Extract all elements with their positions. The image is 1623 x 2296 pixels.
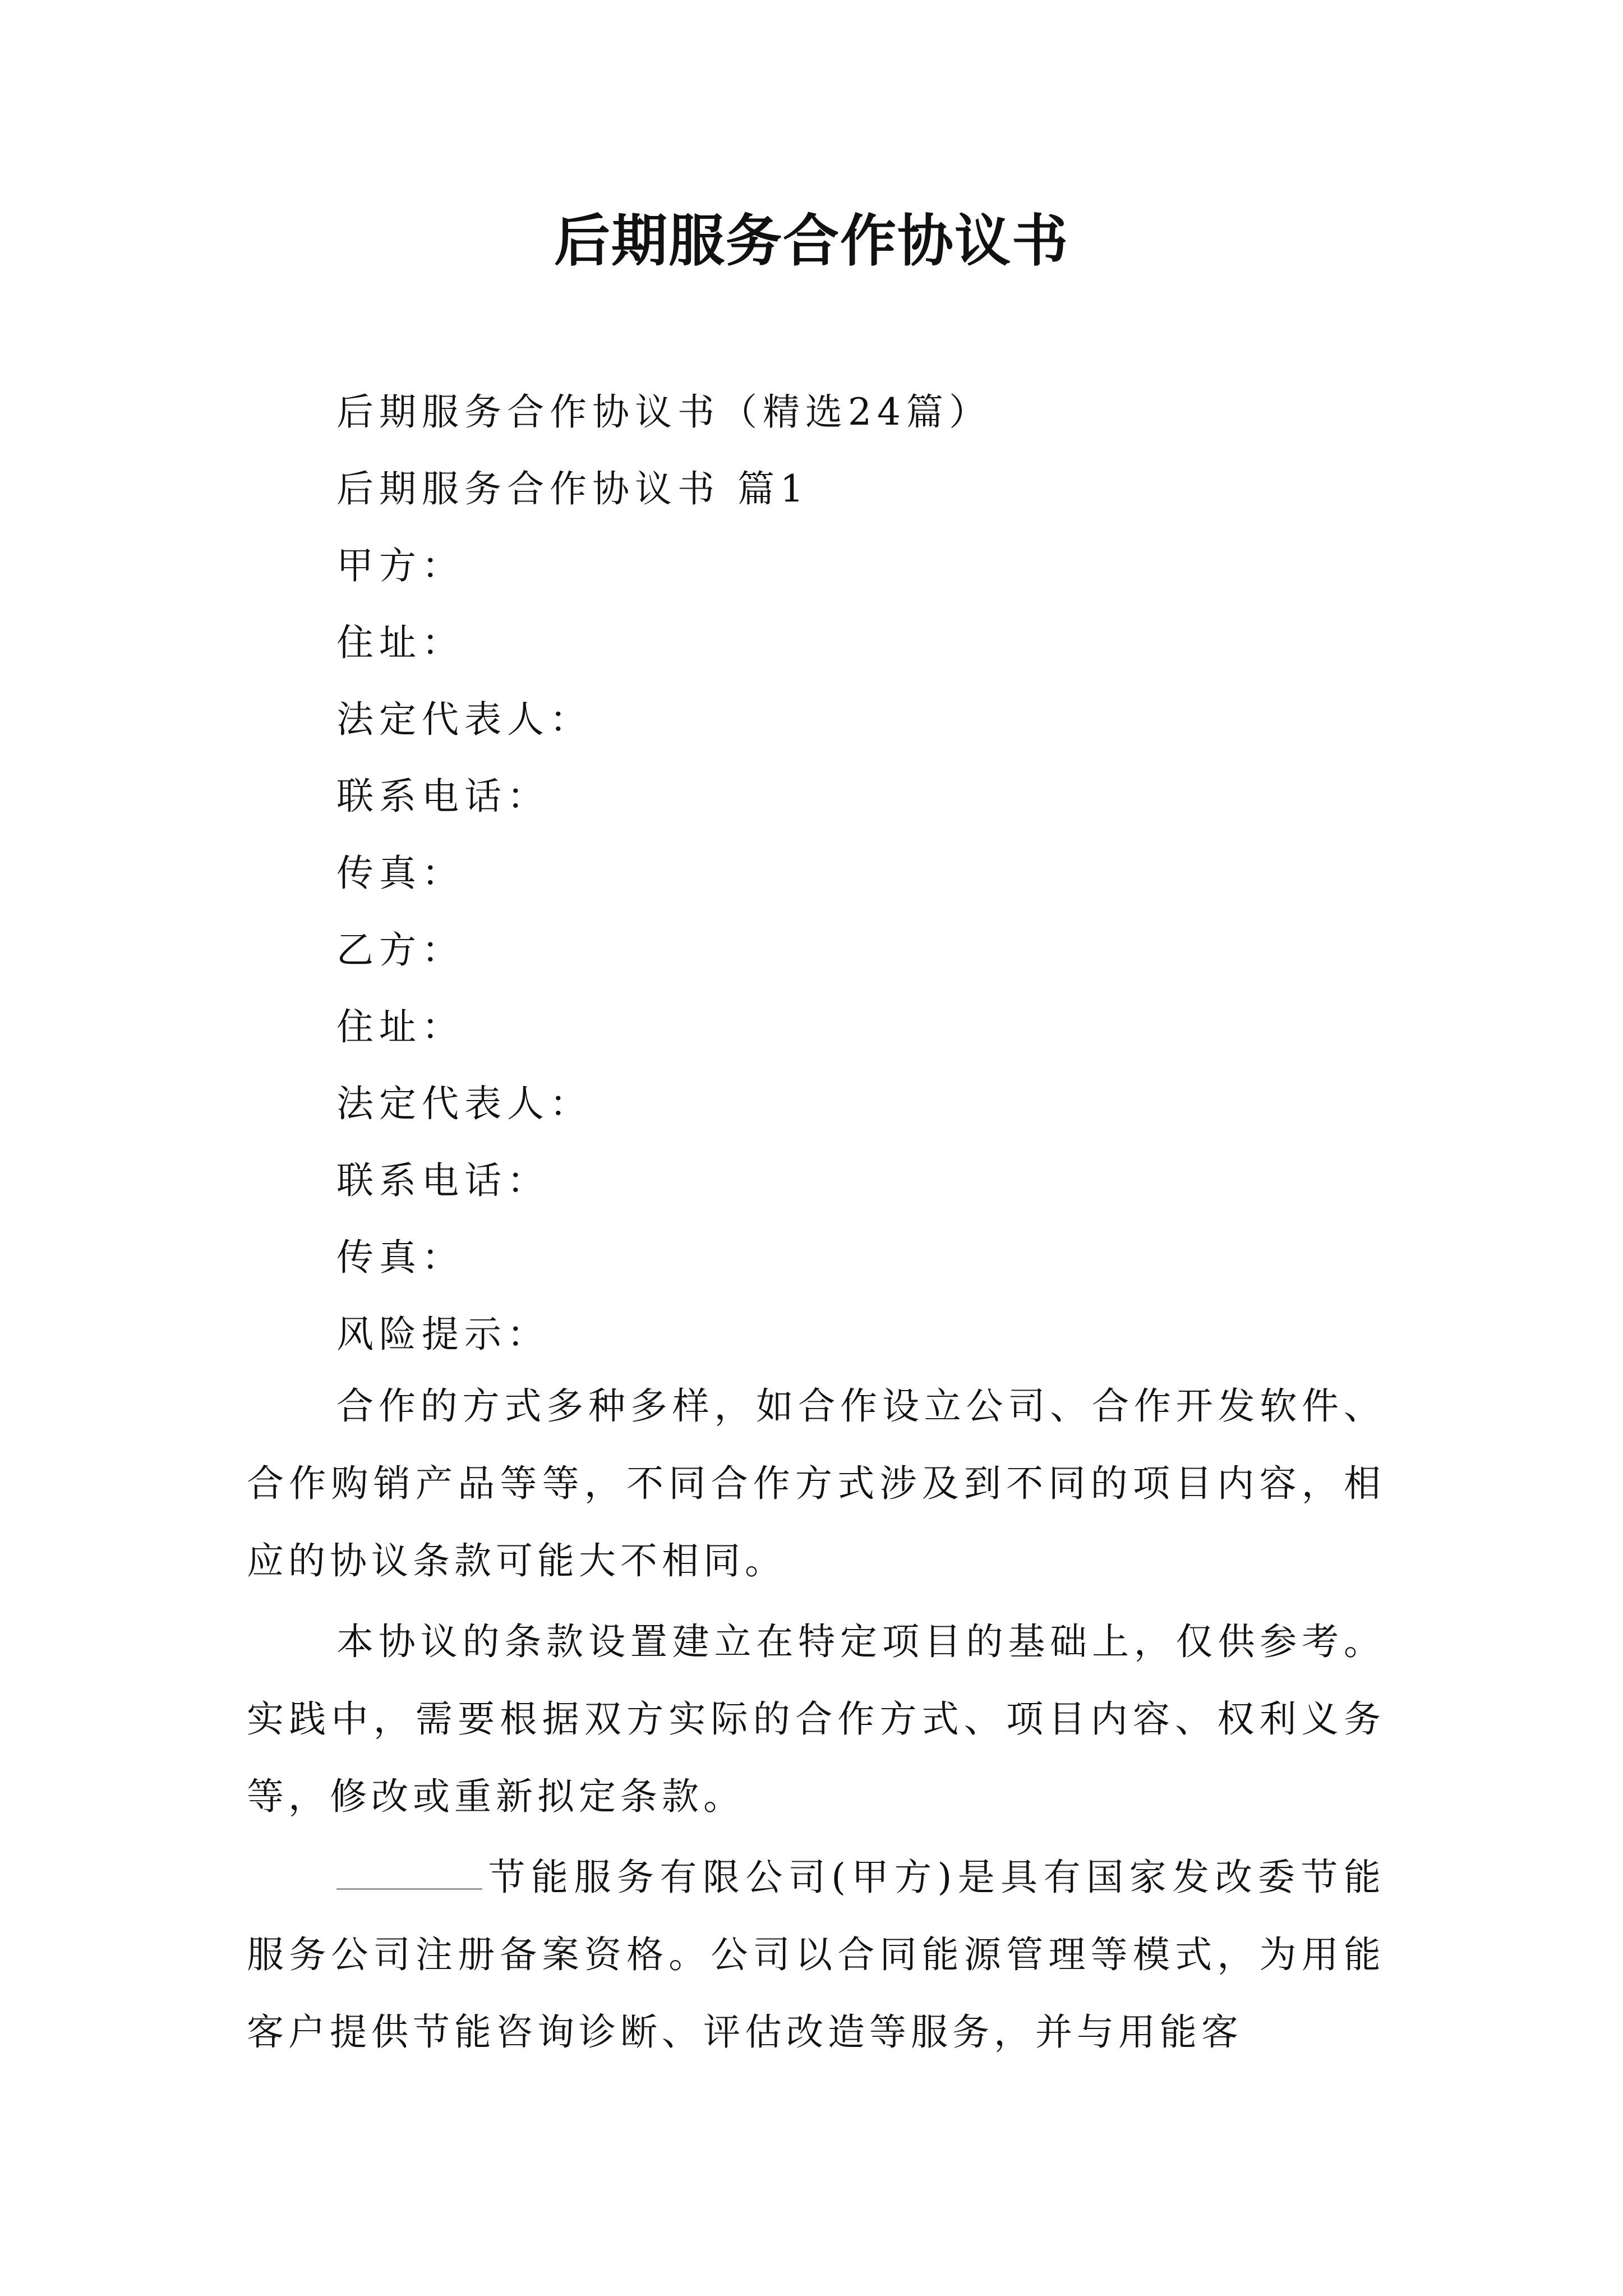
party-a-phone-label: 联系电话： <box>336 775 550 818</box>
paragraph-2: 本协议的条款设置建立在特定项目的基础上，仅供参考。实践中，需要根据双方实际的合作方式、项目内容、权利义务等，修改或重新拟定条款。 <box>247 1620 1385 1818</box>
party-a-address-label: 住址： <box>336 621 464 664</box>
section-heading: 后期服务合作协议书 篇1 <box>336 467 809 510</box>
party-a-label: 甲方： <box>336 544 464 587</box>
party-a-fax-label: 传真： <box>336 852 464 895</box>
risk-label: 风险提示： <box>336 1313 550 1356</box>
paragraph-3 <box>247 1839 1385 2071</box>
document-title: 后期服务合作协议书 <box>554 208 1069 274</box>
party-b-label: 乙方： <box>336 928 464 972</box>
document-subtitle: 后期服务合作协议书（精选24篇） <box>336 390 992 434</box>
party-a-legal-rep-label: 法定代表人： <box>336 698 592 741</box>
party-b-fax-label: 传真： <box>336 1236 464 1279</box>
paragraph-1: 合作的方式多种多样，如合作设立公司、合作开发软件、合作购销产品等等，不同合作方式涉及到不同的项目内容，相应的协议条款可能大不相同。 <box>247 1384 1385 1582</box>
company-paragraph-text: 节能服务有限公司(甲方)是具有国家发改委节能服务公司注册备案资格。公司以合同能源管理等模式，为用能客户提供节能咨询诊断、评估改造等服务，并与用能客 <box>247 1856 1385 2054</box>
party-b-address-label: 住址： <box>336 1005 464 1048</box>
fill-in-blank <box>336 1855 482 1890</box>
party-b-legal-rep-label: 法定代表人： <box>336 1082 592 1125</box>
party-b-phone-label: 联系电话： <box>336 1159 550 1202</box>
